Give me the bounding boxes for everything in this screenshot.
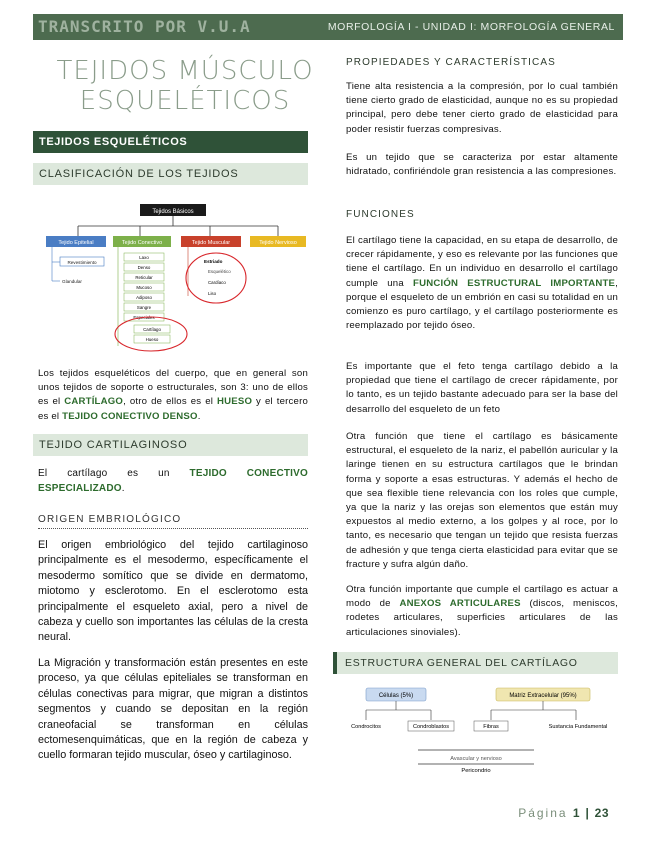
diagram-label-conectivo: Tejido Conectivo xyxy=(121,240,163,246)
highlight-cartilago-hueso xyxy=(115,317,187,351)
highlight-tejido-conectivo-especializado: TEJIDO CONECTIVO ESPECIALIZADO xyxy=(38,468,308,494)
diagram-label-muscular: Tejido Muscular xyxy=(191,240,231,246)
diagram-conectivo-6: Especiales xyxy=(133,315,155,320)
diagram-conectivo-8: Hueso xyxy=(145,337,159,342)
highlight-anexos-articulares: ANEXOS ARTICULARES xyxy=(399,598,521,610)
header-course: MORFOLOGÍA I - UNIDAD I: MORFOLOGÍA GENERAL xyxy=(327,21,615,33)
diagram-muscular-3: Liso xyxy=(208,291,217,296)
paragraph-propiedades-1: Tiene alta resistencia a la compresión, por lo cual también tiene cierto grado de elasticidad, aunque no es su propiedad principal, pero debe tener cierto grado de elasticidad para poder resistir fuerzas compresivas. xyxy=(346,81,618,135)
paragraph-funciones-4: Otra función importante que cumple el cartílago es actuar a modo de ANEXOS ARTICULARES (discos, meniscos, rodetes articulares, superficies articulares de las articulaciones sinoviales). xyxy=(346,584,619,638)
page-footer xyxy=(518,806,609,820)
title-line-2: ESQUELÉTICOS xyxy=(79,86,291,116)
diagram-conectivo-7: Cartílago xyxy=(143,327,161,332)
paragraph-funciones-1: El cartílago tiene la capacidad, en su etapa de desarrollo, de crecer rápidamente, y eso es relevante por las funciones que tiene el cartílago. En un individuo en desarrollo el cartílago cumple una FUNCIÓN ESTRUCTURAL IMPORTANTE, porque el esqueleto de un embrión en casi su totalidad en un comienzo es puro cartílago, y el cartílago posteriormente es reemplazado por tejido óseo. xyxy=(346,235,618,332)
label-pericondrio: Pericondrio xyxy=(461,768,491,774)
page-title xyxy=(40,56,330,116)
divider-dotted xyxy=(38,528,308,529)
heading-propiedades: PROPIEDADES Y CARACTERÍSTICAS xyxy=(346,57,556,68)
label-cells: Células (5%) xyxy=(378,693,414,699)
highlight-funcion-estructural: FUNCIÓN ESTRUCTURAL IMPORTANTE xyxy=(413,277,616,289)
footer-label: Página xyxy=(518,806,568,820)
paragraph-tejidos-intro: Los tejidos esqueléticos del cuerpo, que en general son unos tejidos de soporte o estructurales, son 3: uno de ellos es el CARTÍLAGO, otro de ellos es el HUESO y el tercero es el TEJIDO CONECTIVO DENSO. xyxy=(38,368,309,422)
diagram-epitelial-1: Glandular xyxy=(62,279,82,284)
diagram-conectivo-3: Mucoso xyxy=(136,285,152,290)
label-matrix: Matriz Extracelular (95%) xyxy=(509,693,577,699)
diagram-root-label: Tejidos Básicos xyxy=(152,209,194,215)
footer-sep: | xyxy=(585,806,590,820)
highlight-hueso: HUESO xyxy=(217,396,253,408)
diagram-conectivo-1: Denso xyxy=(137,265,151,270)
diagram-conectivo-2: Reticular xyxy=(135,275,153,280)
diagram-conectivo-0: Laxo xyxy=(139,255,149,260)
diagram-label-nervioso: Tejido Nervioso xyxy=(259,240,297,246)
paragraph-funciones-2: Es importante que el feto tenga cartílago debido a la propiedad que tiene el cartílago de crecer rápidamente, por lo tanto, es un tejido bastante adecuado para ser la base del desarrollo del esqueleto de un feto xyxy=(346,361,618,415)
paragraph-funciones-3: Otra función que tiene el cartílago es básicamente estructural, el esqueleto de la nariz, el pabellón auricular y la laringe tienen en su estructura cartílagos que le brindan forma y soporte a esas estructuras. Y además el hecho de que sea flexible tiene relevancia con los roles que cumple, ya que la nariz y las orejas son elementos que están muy expuestos al medio externo, a los golpes y al roce, por lo tanto, es necesario que tengan un tejido que resista fuerzas de adhesión y que tenga cierta elasticidad para evitar que se fracture y sufra algún daño. xyxy=(346,431,618,570)
classification-diagram xyxy=(38,196,308,356)
paragraph-migracion: La Migración y transformación están presentes en este proceso, ya que células epiteliales se transforman en células conectivas para migrar, que migran a distintos segmentos y cuando se depositan en la región craneofacial se transforman en células ectomesenquimáticas, que en la región de cabeza y cuello formaran tejido muscular, óseo y cartilaginoso. xyxy=(38,657,308,762)
diagram-conectivo-list xyxy=(124,253,170,343)
label-avascular: Avascular y nervioso xyxy=(450,756,502,762)
label-sustancia-fundamental: Sustancia Fundamental xyxy=(548,724,608,730)
paragraph-definicion: El cartílago es un TEJIDO CONECTIVO ESPECIALIZADO. xyxy=(38,468,308,494)
diagram-muscular-1: Esquelético xyxy=(208,269,231,274)
diagram-conectivo-5: Sangre xyxy=(136,305,152,310)
section-tejidos-esqueleticos: TEJIDOS ESQUELÉTICOS xyxy=(33,131,308,153)
title-line-1: TEJIDOS MÚSCULO xyxy=(56,56,314,86)
heading-funciones: FUNCIONES xyxy=(346,209,415,220)
section-estructura-cartilago: ESTRUCTURA GENERAL DEL CARTÍLAGO xyxy=(333,652,618,674)
subheading-origen: ORIGEN EMBRIOLÓGICO xyxy=(38,514,182,525)
label-condrocitos: Condrocitos xyxy=(351,724,381,730)
footer-total: 23 xyxy=(594,806,609,820)
diagram-epitelial-0: Revestimiento xyxy=(67,260,97,265)
diagram-muscular-0: Estriado xyxy=(204,259,223,264)
header-author: TRANSCRITO POR V.U.A xyxy=(38,17,251,36)
diagram-conectivo-4: Adiposo xyxy=(136,295,152,300)
diagram-label-epitelial: Tejido Epitelial xyxy=(58,240,94,246)
diagram-muscular-2: Cardíaco xyxy=(208,280,226,285)
label-condroblastos: Condroblastos xyxy=(412,724,450,730)
highlight-cartilago: CARTÍLAGO xyxy=(64,396,124,408)
section-tejido-cartilaginoso: TEJIDO CARTILAGINOSO xyxy=(33,434,308,456)
footer-page: 1 xyxy=(572,806,581,820)
paragraph-origen: El origen embriológico del tejido cartilaginoso principalmente es el mesodermo, específicamente el mesodermo somítico que se divide en dermatomo, miotomo y esclerotomo. En el esclerotomo esta principalmente el esqueleto axial, pero a nivel de cabeza y cuello son importantes las células de la cresta neural. xyxy=(38,539,308,644)
label-fibras: Fibras xyxy=(483,724,499,730)
paragraph-propiedades-2: Es un tejido que se caracteriza por estar altamente hidratado, confiriéndole gran resistencia a las compresiones. xyxy=(346,152,618,178)
highlight-tejido-conectivo-denso: TEJIDO CONECTIVO DENSO xyxy=(62,410,198,422)
structure-diagram xyxy=(346,682,618,777)
section-clasificacion: CLASIFICACIÓN DE LOS TEJIDOS xyxy=(33,163,308,185)
